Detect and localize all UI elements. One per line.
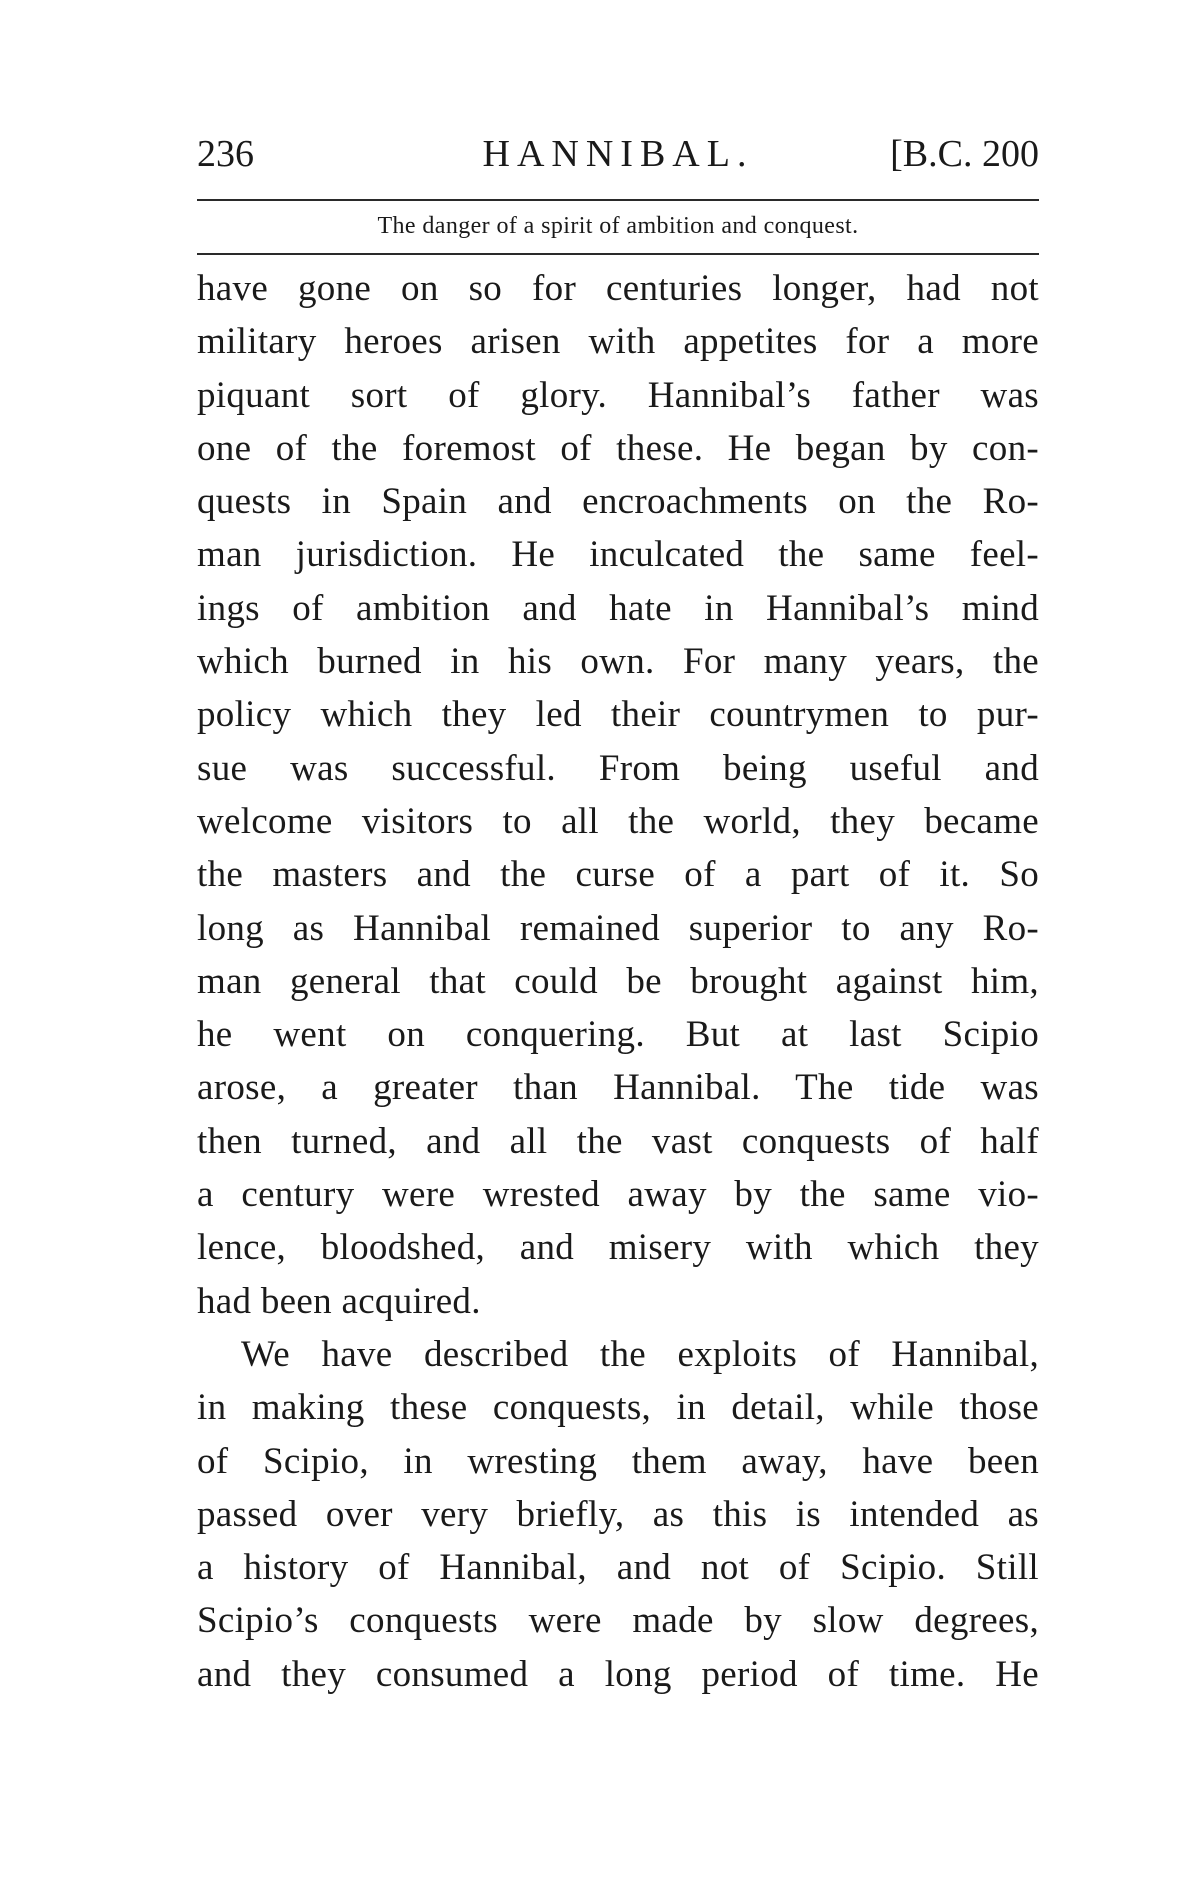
text-line: sue was successful. From being useful and bbox=[197, 747, 1039, 789]
paragraph bbox=[197, 262, 1039, 1328]
text-line: Scipio’s conquests were made by slow degrees, bbox=[197, 1600, 1039, 1642]
body-text bbox=[197, 262, 1039, 1701]
page-subheading: The danger of a spirit of ambition and conquest. bbox=[377, 213, 859, 239]
text-line: ings of ambition and hate in Hannibal’s mind bbox=[197, 587, 1039, 629]
text-line: have gone on so for centuries longer, had not bbox=[197, 268, 1039, 309]
text-line: man general that could be brought against him, bbox=[197, 960, 1039, 1002]
header-rule-top bbox=[197, 199, 1039, 201]
text-line: one of the foremost of these. He began by con- bbox=[197, 427, 1039, 469]
text-line: of Scipio, in wresting them away, have been bbox=[197, 1440, 1039, 1482]
book-title: HANNIBAL. bbox=[482, 133, 754, 175]
header-rule-bottom bbox=[197, 253, 1039, 255]
text-line: which burned in his own. For many years, the bbox=[197, 641, 1039, 683]
text-line: long as Hannibal remained superior to any Ro- bbox=[197, 907, 1039, 949]
text-line: arose, a greater than Hannibal. The tide was bbox=[197, 1067, 1039, 1109]
text-line: lence, bloodshed, and misery with which they bbox=[197, 1227, 1039, 1269]
page-number: 236 bbox=[197, 133, 254, 175]
text-line: then turned, and all the vast conquests of half bbox=[197, 1120, 1039, 1162]
running-head bbox=[197, 124, 1039, 184]
paragraph bbox=[197, 1328, 1039, 1701]
text-line: a century were wrested away by the same vio- bbox=[197, 1174, 1039, 1216]
text-line: the masters and the curse of a part of it. So bbox=[197, 854, 1039, 896]
text-line: quests in Spain and encroachments on the Ro- bbox=[197, 481, 1039, 523]
text-line: policy which they led their countrymen to pur- bbox=[197, 694, 1039, 736]
text-line: military heroes arisen with appetites for a more bbox=[197, 321, 1039, 363]
text-line: and they consumed a long period of time. He bbox=[197, 1653, 1039, 1695]
text-line: welcome visitors to all the world, they became bbox=[197, 800, 1039, 842]
text-line: had been acquired. bbox=[197, 1280, 481, 1322]
text-line: passed over very briefly, as this is intended as bbox=[197, 1493, 1039, 1535]
text-line: in making these conquests, in detail, while those bbox=[197, 1387, 1039, 1429]
date-marker: [B.C. 200 bbox=[890, 133, 1039, 175]
text-line: he went on conquering. But at last Scipio bbox=[197, 1014, 1039, 1056]
text-line: piquant sort of glory. Hannibal’s father was bbox=[197, 374, 1039, 416]
text-line: a history of Hannibal, and not of Scipio. Still bbox=[197, 1547, 1039, 1589]
text-line: man jurisdiction. He inculcated the same feel- bbox=[197, 534, 1039, 576]
text-line: We have described the exploits of Hannibal, bbox=[241, 1333, 1039, 1375]
